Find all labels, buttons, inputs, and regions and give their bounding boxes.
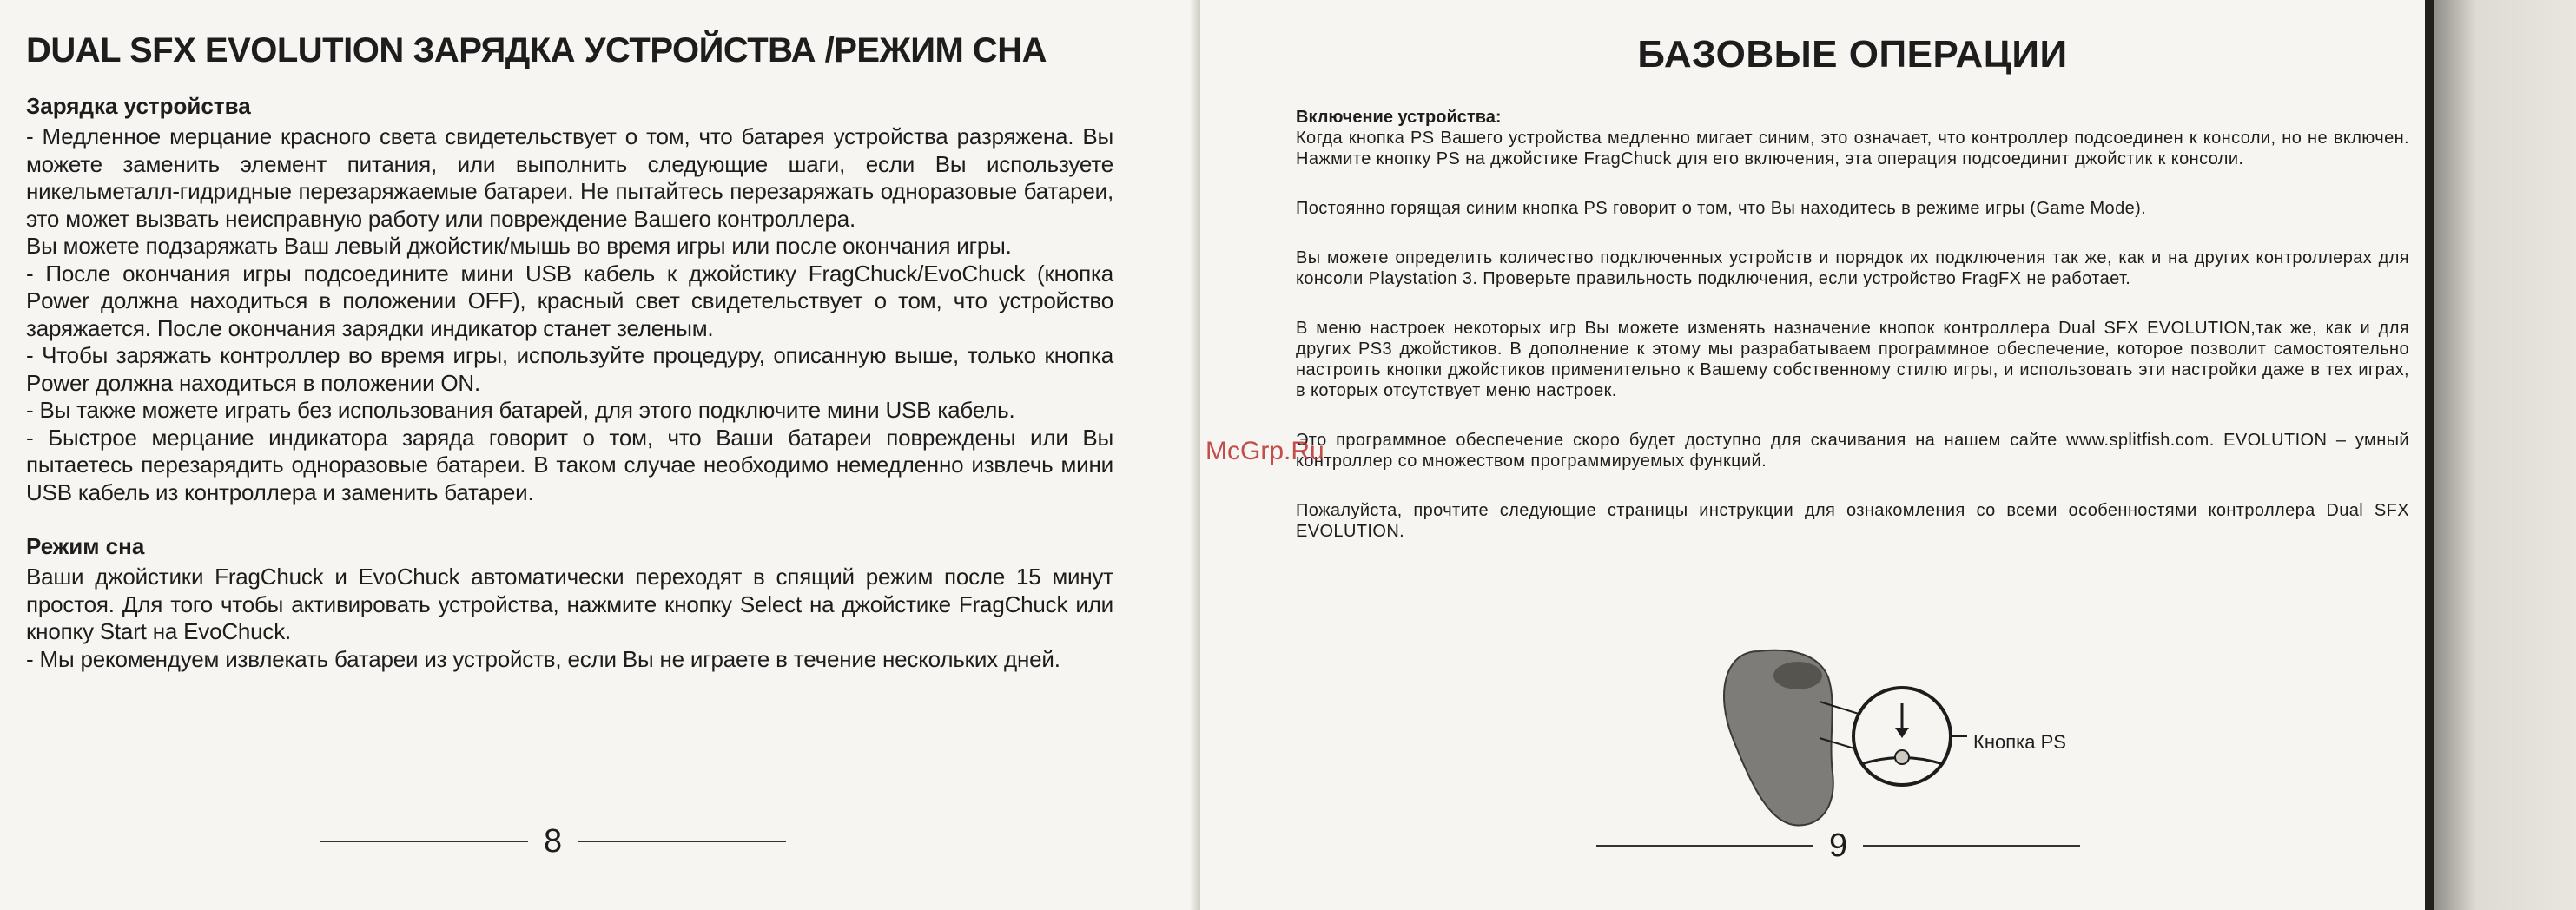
basic-operations-section (1296, 108, 2409, 542)
ps-button-label: Кнопка PS (1973, 731, 2066, 753)
footer-rule (1596, 845, 1813, 847)
thumbstick-icon (1773, 662, 1822, 689)
ps-button-icon (1895, 750, 1909, 764)
charging-paragraph: - После окончания игры подсоедините мини USB кабель к джойстику FragChuck/EvoChuck (кнопка Power должна находиться в положении OFF), красный свет свидетельствует о том, что устройство заряжается. После окончания зарядки индикатор станет зеленым. (26, 260, 1113, 341)
charging-paragraph: - Вы также можете играть без использования батарей, для этого подключите мини USB кабель. (26, 397, 1015, 423)
operations-paragraph: В меню настроек некоторых игр Вы можете изменять назначение кнопок контроллера Dual SFX EVOLUTION,так же, как и для других PS3 джойстиков. В дополнение к этому мы разрабатываем программное обеспечение, которое позволит самостоятельно настроить кнопки джойстиков применительно к Вашему собственному стилю игры, и использовать эти настройки даже в тех играх, в которых отсутствует меню настроек. (1296, 319, 2409, 400)
charging-paragraph: - Медленное мерцание красного света свидетельствует о том, что батарея устройства разряжена. Вы можете заменить элемент питания, или выполнить следующие шаги, если Вы используете никельметалл-гидридные перезаряжаемые батареи. Не пытайтесь перезаряжать одноразовые батареи, это может вызвать неисправную работу или повреждение Вашего контроллера. (26, 123, 1113, 232)
page-number: 8 (544, 823, 563, 860)
footer-rule (320, 841, 528, 842)
arrow-head-icon (1895, 728, 1909, 738)
power-on-heading: Включение устройства: (1296, 108, 1502, 127)
operations-paragraph: Постоянно горящая синим кнопка PS говорит о том, что Вы находитесь в режиме игры (Game Mode). (1296, 199, 2147, 218)
page-number: 9 (1829, 828, 1848, 864)
operations-paragraph: Это программное обеспечение скоро будет доступно для скачивания на нашем сайте www.splitfish.com. EVOLUTION – умный контроллер со множеством программируемых функций. (1296, 431, 2409, 471)
sleep-heading: Режим сна (26, 533, 145, 559)
operations-paragraph: Пожалуйста, прочтите следующие страницы инструкции для ознакомления со всеми особенностями контроллера Dual SFX EVOLUTION. (1296, 501, 2409, 541)
operations-paragraph: Вы можете определить количество подключенных устройств и порядок их подключения так же, как и на других контроллерах для консоли Playstation 3. Проверьте правильность подключения, если устройство FragFX не работает. (1296, 248, 2409, 288)
charging-section (26, 93, 1113, 673)
sleep-paragraph: Ваши джойстики FragChuck и EvoChuck автоматически переходят в спящий режим после 15 минут простоя. Для того чтобы активировать устройства, нажмите кнопку Select на джойстике FragChuck или кнопку Start на EvoChuck. (26, 564, 1113, 644)
charging-paragraph: Вы можете подзаряжать Ваш левый джойстик/мышь во время игры или после окончания игры. (26, 233, 1012, 259)
sleep-paragraph: - Мы рекомендуем извлекать батареи из устройств, если Вы не играете в течение нескольких дней. (26, 645, 1060, 672)
charging-paragraph: - Чтобы заряжать контроллер во время игры, используйте процедуру, описанную выше, только кнопка Power должна находиться в положении ON. (26, 342, 1113, 396)
left-page-footer (320, 825, 786, 858)
footer-rule (1863, 845, 2080, 847)
watermark: McGrp.Ru (1205, 437, 1324, 465)
right-page-title: БАЗОВЫЕ ОПЕРАЦИИ (1637, 33, 2068, 76)
page-edge-shadow (2425, 0, 2434, 910)
charging-heading: Зарядка устройства (26, 93, 251, 119)
footer-rule (578, 841, 786, 842)
controller-illustration (1707, 634, 2193, 842)
operations-paragraph: Когда кнопка PS Вашего устройства медленно мигает синим, это означает, что контроллер подсоединен к консоли, но не включен. Нажмите кнопку PS на джойстике FragChuck для его включения, эта операция подсоединит джойстик к консоли. (1296, 129, 2409, 168)
charging-paragraph: - Быстрое мерцание индикатора заряда говорит о том, что Ваши батареи повреждены или Вы пытаетесь перезарядить одноразовые батареи. В таком случае необходимо немедленно извлечь мини USB кабель из контроллера и заменить батареи. (26, 424, 1113, 505)
left-page (0, 0, 1197, 910)
right-page-footer (1596, 829, 2080, 862)
page-edge-fade (2434, 0, 2576, 910)
left-page-title: DUAL SFX EVOLUTION ЗАРЯДКА УСТРОЙСТВА /РЕЖИМ СНА (26, 31, 1047, 69)
